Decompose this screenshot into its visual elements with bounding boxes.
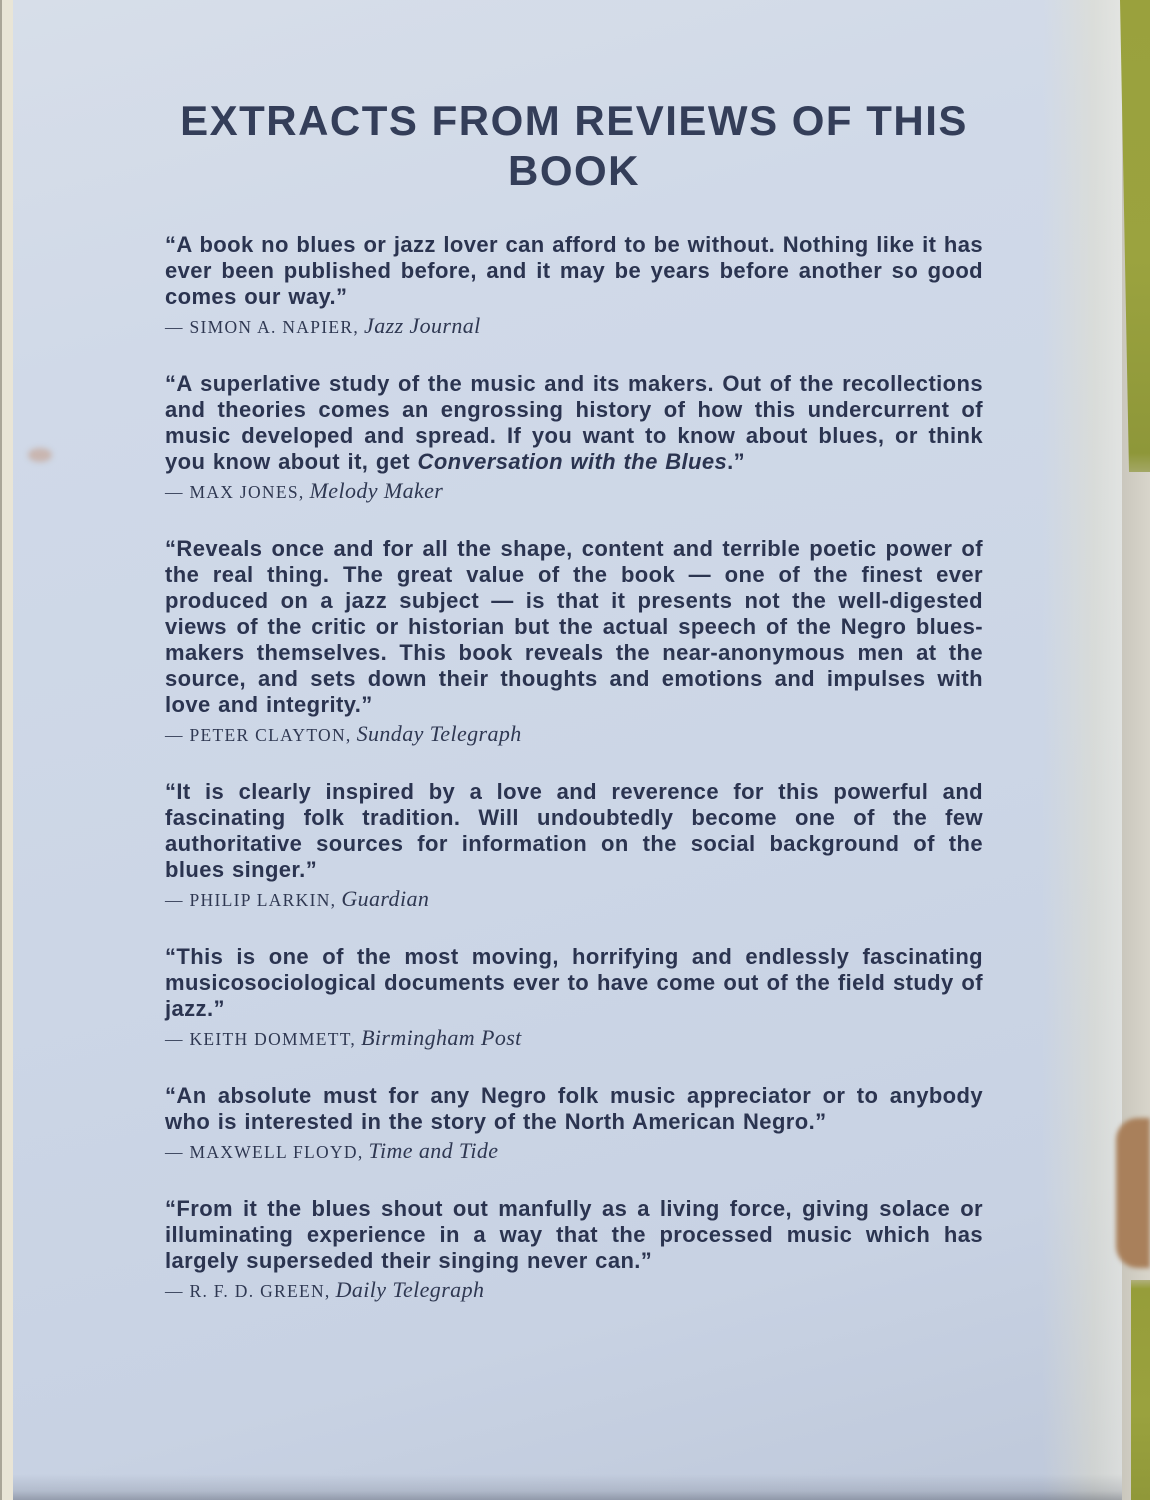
publication-name: Jazz Journal (364, 313, 481, 338)
quote-text: “Reveals once and for all the shape, content and terrible poetic power of the real thing. The great value of the book — one of the finest ever produced on a jazz subject — is that it presents not the well-digested views of the critic or historian but the actual speech of the Negro blues-makers themselves. This book reveals the near-anonymous men at the source, and sets down their thoughts and emotions and impulses with love and integrity.” (165, 536, 983, 717)
review-attribution (165, 477, 983, 506)
quote-text: “An absolute must for any Negro folk music appreciator or to anybody who is interested in the story of the North American Negro.” (165, 1083, 983, 1134)
review-block (165, 232, 983, 341)
review-quote (165, 1196, 983, 1274)
reviewer-name: — MAX JONES, (165, 482, 305, 502)
review-attribution (165, 1276, 983, 1305)
review-attribution (165, 1024, 983, 1053)
publication-name: Birmingham Post (361, 1025, 522, 1050)
review-attribution (165, 312, 983, 341)
reviewer-name: — PETER CLAYTON, (165, 725, 352, 745)
review-block (165, 944, 983, 1053)
book-title-italic: Conversation with the Blues (417, 449, 728, 474)
reviewer-name: — PHILIP LARKIN, (165, 890, 337, 910)
review-quote (165, 1083, 983, 1135)
page-title-line2: BOOK (508, 147, 640, 194)
quote-text: “A book no blues or jazz lover can afford to be without. Nothing like it has ever been published before, and it may be years before another so good comes our way.” (165, 232, 983, 309)
publication-name: Sunday Telegraph (356, 721, 522, 746)
quote-text-after: .” (727, 449, 746, 474)
quote-text: “It is clearly inspired by a love and reverence for this powerful and fascinating folk tradition. Will undoubtedly become one of the few authoritative sources for information on the social background of the blues singer.” (165, 779, 983, 882)
review-block (165, 371, 983, 506)
wear-patch (1116, 1118, 1150, 1268)
reviewer-name: — KEITH DOMMETT, (165, 1029, 357, 1049)
reviewer-name: — SIMON A. NAPIER, (165, 317, 360, 337)
page-title (165, 96, 983, 196)
reviewer-name: — MAXWELL FLOYD, (165, 1142, 364, 1162)
page-title-line1: EXTRACTS FROM REVIEWS OF THIS (180, 97, 968, 144)
smudge-mark (28, 448, 52, 462)
quote-text: “A superlative study of the music and its makers. Out of the recollections and theories comes an engrossing history of how this undercurrent of music developed and spread. If you want to know about blues, or think you know about it, get (165, 371, 983, 474)
spine-strip-green-bottom (1131, 1280, 1150, 1500)
jacket-edge-left (0, 0, 13, 1500)
review-block (165, 1196, 983, 1305)
review-quote (165, 371, 983, 475)
publication-name: Daily Telegraph (335, 1277, 485, 1302)
review-block (165, 536, 983, 749)
review-block (165, 779, 983, 914)
review-quote (165, 779, 983, 883)
review-attribution (165, 885, 983, 914)
review-attribution (165, 720, 983, 749)
quote-text: “From it the blues shout out manfully as a living force, giving solace or illuminating experience in a way that the processed music which has largely superseded their singing never can.” (165, 1196, 983, 1273)
printed-content (165, 96, 983, 1305)
quote-text: “This is one of the most moving, horrifying and endlessly fascinating musicosociological documents ever to have come out of the field study of jazz.” (165, 944, 983, 1021)
review-quote (165, 232, 983, 310)
review-block (165, 1083, 983, 1166)
review-quote (165, 536, 983, 718)
review-attribution (165, 1137, 983, 1166)
review-list (165, 232, 983, 1305)
publication-name: Time and Tide (368, 1138, 499, 1163)
publication-name: Melody Maker (309, 478, 444, 503)
review-quote (165, 944, 983, 1022)
publication-name: Guardian (341, 886, 430, 911)
reviewer-name: — R. F. D. GREEN, (165, 1281, 331, 1301)
